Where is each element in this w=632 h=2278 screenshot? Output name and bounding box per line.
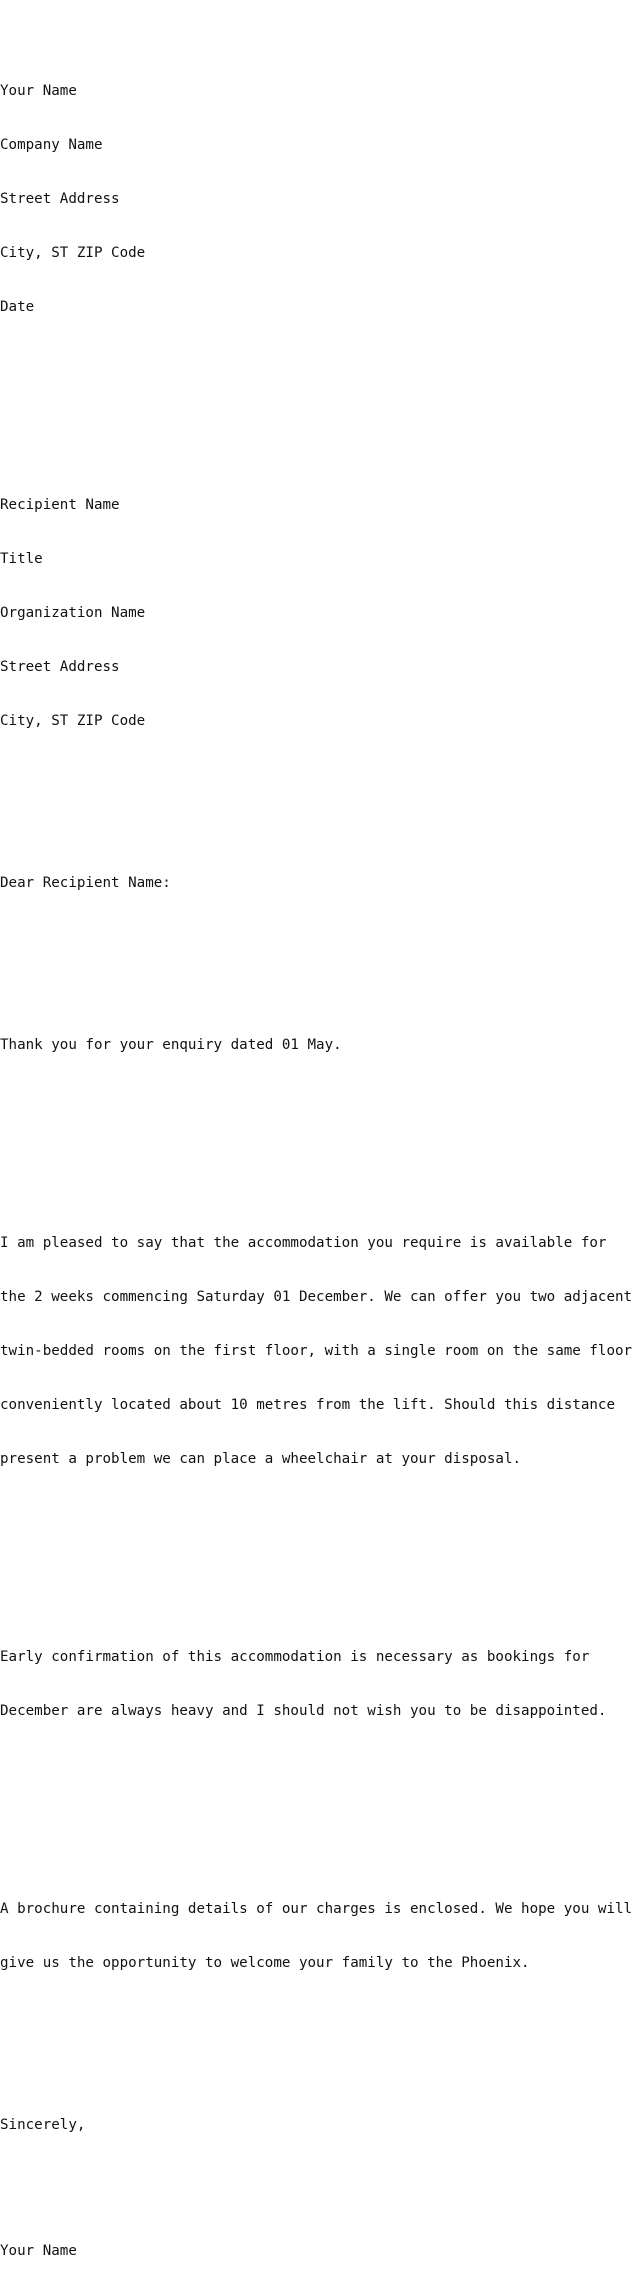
paragraph-line: give us the opportunity to welcome your family to the Phoenix. [0, 1955, 530, 1971]
paragraph-line: Early confirmation of this accommodation is necessary as bookings for [0, 1649, 590, 1665]
salutation: Dear Recipient Name: [0, 875, 171, 891]
recipient-city: City, ST ZIP Code [0, 713, 146, 729]
paragraph-line: conveniently located about 10 metres from the lift. Should this distance [0, 1397, 615, 1413]
paragraph-line: I am pleased to say that the accommodation you require is available for [0, 1235, 607, 1251]
spacer [0, 2044, 596, 2062]
paragraph-line: A brochure containing details of our charges is enclosed. We hope you will [0, 1901, 632, 1917]
recipient-street: Street Address [0, 659, 120, 675]
signature: Your Name [0, 2243, 77, 2259]
sender-name: Your Name [0, 83, 77, 99]
spacer [0, 1126, 596, 1144]
sender-city: City, ST ZIP Code [0, 245, 146, 261]
paragraph-line: present a problem we can place a wheelchair at your disposal. [0, 1451, 522, 1467]
spacer [0, 2170, 596, 2188]
paragraph-2 [0, 1198, 632, 1504]
paragraph-4 [0, 1864, 632, 2008]
spacer [0, 1792, 596, 1810]
paragraph-line: twin-bedded rooms on the first floor, with a single room on the same floor [0, 1343, 632, 1359]
closing: Sincerely, [0, 2117, 86, 2133]
sender-street: Street Address [0, 191, 120, 207]
paragraph-1 [0, 1000, 596, 1090]
recipient-title: Title [0, 551, 43, 567]
spacer [0, 388, 596, 406]
recipient-name: Recipient Name [0, 497, 120, 513]
paragraph-line: Thank you for your enquiry dated 01 May. [0, 1037, 342, 1053]
paragraph-3 [0, 1612, 607, 1756]
paragraph-line: the 2 weeks commencing Saturday 01 December. We can offer you two adjacent [0, 1289, 632, 1305]
sender-company: Company Name [0, 137, 103, 153]
spacer [0, 928, 596, 946]
recipient-organization: Organization Name [0, 605, 146, 621]
spacer [0, 802, 596, 820]
spacer [0, 1540, 596, 1558]
letter-date: Date [0, 299, 35, 315]
sender-address [0, 46, 596, 352]
recipient-address [0, 460, 596, 766]
paragraph-line: December are always heavy and I should not wish you to be disappointed. [0, 1703, 607, 1719]
